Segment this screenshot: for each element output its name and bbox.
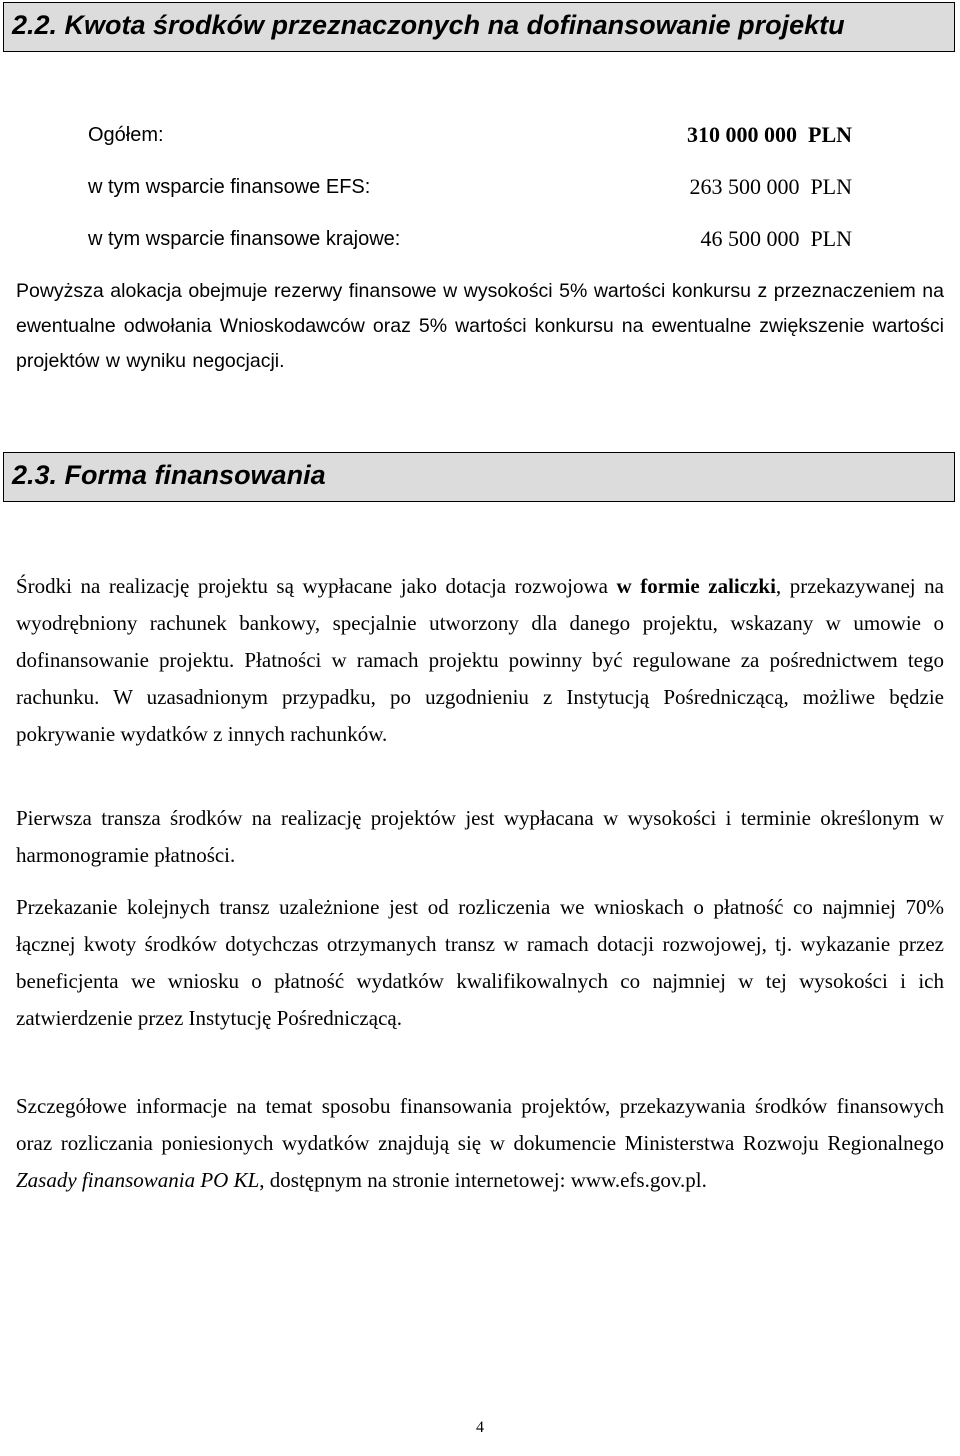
funding-label: w tym wsparcie finansowe krajowe: <box>88 228 401 250</box>
funding-row-krajowe <box>0 224 960 254</box>
funding-value: 263 500 000 PLN <box>689 174 852 199</box>
funding-label: Ogółem: <box>88 124 164 146</box>
paragraph-first-tranche: Pierwsza transza środków na realizację projektów jest wypłacana w wysokości i terminie określonym w harmonogramie płatności. <box>16 806 944 867</box>
section-heading-2-2: 2.2. Kwota środków przeznaczonych na dofinansowanie projektu <box>3 2 955 52</box>
allocation-note: Powyższa alokacja obejmuje rezerwy finansowe w wysokości 5% wartości konkursu z przeznaczeniem na ewentualne odwołania Wnioskodawców oraz 5% wartości konkursu na ewentualne zwiększenie wartości projektów w wyniku negocjacji. <box>16 280 944 372</box>
funding-value: 310 000 000 PLN <box>687 122 852 147</box>
funding-row-efs <box>0 172 960 202</box>
document-title-italic: Zasady finansowania PO KL <box>16 1168 260 1192</box>
funding-value: 46 500 000 PLN <box>700 226 852 251</box>
emphasis-bold: w formie zaliczki <box>616 574 776 598</box>
page-number: 4 <box>476 1419 484 1436</box>
paragraph-text: Środki na realizację projektu są wypłacane jako dotacja rozwojowa <box>16 574 617 598</box>
section-heading-2-3: 2.3. Forma finansowania <box>3 452 955 502</box>
paragraph-text: , dostępnym na stronie internetowej: www.efs.gov.pl. <box>259 1168 707 1192</box>
funding-row-total <box>0 120 960 150</box>
paragraph-text: , przekazywanej na wyodrębniony rachunek bankowy, specjalnie utworzony dla danego projektu, wskazany w umowie o dofinansowanie projektu. Płatności w ramach projektu powinny być regulowane za pośrednictwem tego rachunku. W uzasadnionym przypadku, po uzgodnieniu z Instytucją Pośredniczącą, możliwe będzie pokrywanie wydatków z innych rachunków. <box>16 574 944 746</box>
paragraph-advance-payment <box>16 568 944 753</box>
funding-label: w tym wsparcie finansowe EFS: <box>88 176 371 198</box>
paragraph-details <box>16 1088 944 1199</box>
paragraph-text: Szczegółowe informacje na temat sposobu finansowania projektów, przekazywania środków finansowych oraz rozliczania poniesionych wydatków znajdują się w dokumencie Ministerstwa Rozwoju Regionalnego <box>16 1094 944 1155</box>
paragraph-next-tranches: Przekazanie kolejnych transz uzależnione jest od rozliczenia we wnioskach o płatność co najmniej 70% łącznej kwoty środków dotychczas otrzymanych transz w ramach dotacji rozwojowej, tj. wykazanie przez beneficjenta we wniosku o płatność wydatków kwalifikowalnych co najmniej w tej wysokości i ich zatwierdzenie przez Instytucję Pośredniczącą. <box>16 895 944 1030</box>
